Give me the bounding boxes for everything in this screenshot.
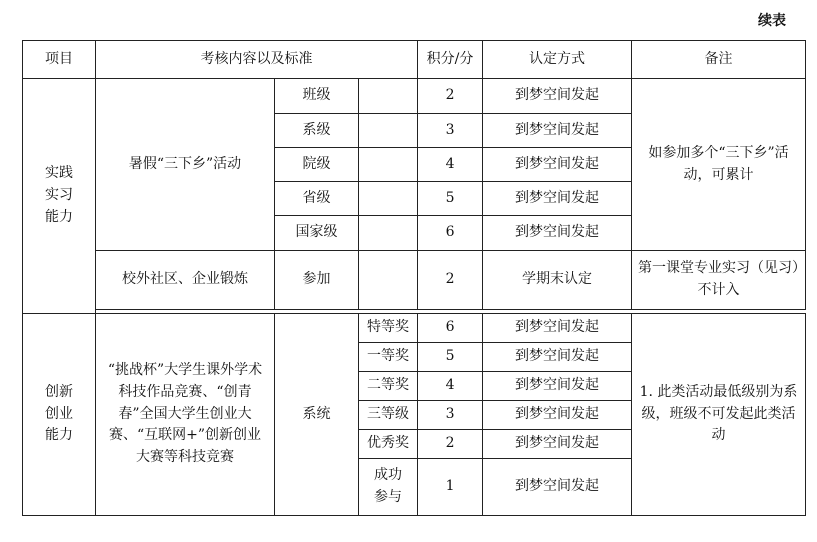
- category-innovation: 创新 创业 能力: [23, 314, 96, 516]
- remark-innovation: 1. 此类活动最低级别为系级，班级不可发起此类活动: [632, 314, 806, 516]
- points-cell: 2: [418, 251, 483, 310]
- assessment-table: [22, 40, 806, 516]
- award-cell: 特等奖: [359, 314, 418, 343]
- remark-offcampus: 第一课堂专业实习（见习）不计入: [632, 251, 806, 310]
- points-cell: 5: [418, 343, 483, 372]
- blank-cell: [359, 216, 418, 251]
- header-remark: 备注: [632, 41, 806, 79]
- points-cell: 2: [418, 430, 483, 459]
- activity-innovation: “挑战杯”大学生课外学术科技作品竞赛、“创青春”全国大学生创业大赛、“互联网+”创新创业大赛等科技竞赛: [96, 314, 275, 516]
- method-cell: 到梦空间发起: [483, 459, 632, 516]
- points-cell: 4: [418, 148, 483, 182]
- award-cell: 优秀奖: [359, 430, 418, 459]
- points-cell: 6: [418, 216, 483, 251]
- award-cell: 成功 参与: [359, 459, 418, 516]
- table-row: [23, 251, 806, 310]
- method-cell: 到梦空间发起: [483, 216, 632, 251]
- table-row: [23, 314, 806, 343]
- blank-cell: [359, 182, 418, 216]
- points-cell: 3: [418, 401, 483, 430]
- remark-summer: 如参加多个“三下乡”活动，可累计: [632, 79, 806, 251]
- activity-offcampus: 校外社区、企业锻炼: [96, 251, 275, 310]
- header-method: 认定方式: [483, 41, 632, 79]
- method-cell: 到梦空间发起: [483, 372, 632, 401]
- blank-cell: [359, 79, 418, 114]
- level-cell: 国家级: [275, 216, 359, 251]
- method-cell: 到梦空间发起: [483, 79, 632, 114]
- method-cell: 到梦空间发起: [483, 314, 632, 343]
- activity-summer: 暑假“三下乡”活动: [96, 79, 275, 251]
- points-cell: 3: [418, 114, 483, 148]
- method-cell: 到梦空间发起: [483, 430, 632, 459]
- points-cell: 4: [418, 372, 483, 401]
- method-cell: 到梦空间发起: [483, 401, 632, 430]
- level-cell: 参加: [275, 251, 359, 310]
- level-innovation: 系统: [275, 314, 359, 516]
- award-cell: 一等奖: [359, 343, 418, 372]
- method-cell: 到梦空间发起: [483, 148, 632, 182]
- header-row: [23, 41, 806, 79]
- points-cell: 6: [418, 314, 483, 343]
- method-cell: 到梦空间发起: [483, 114, 632, 148]
- continued-label: 续表: [758, 13, 786, 29]
- method-cell: 到梦空间发起: [483, 182, 632, 216]
- level-cell: 院级: [275, 148, 359, 182]
- category-practice: 实践 实习 能力: [23, 79, 96, 314]
- level-cell: 省级: [275, 182, 359, 216]
- blank-cell: [359, 251, 418, 310]
- method-cell: 到梦空间发起: [483, 343, 632, 372]
- method-cell: 学期末认定: [483, 251, 632, 310]
- level-cell: 系级: [275, 114, 359, 148]
- header-points: 积分/分: [418, 41, 483, 79]
- points-cell: 2: [418, 79, 483, 114]
- table-row: [23, 79, 806, 114]
- blank-cell: [359, 114, 418, 148]
- header-item: 项目: [23, 41, 96, 79]
- award-cell: 三等级: [359, 401, 418, 430]
- points-cell: 5: [418, 182, 483, 216]
- blank-cell: [359, 148, 418, 182]
- award-cell: 二等奖: [359, 372, 418, 401]
- header-content: 考核内容以及标准: [96, 41, 418, 79]
- points-cell: 1: [418, 459, 483, 516]
- level-cell: 班级: [275, 79, 359, 114]
